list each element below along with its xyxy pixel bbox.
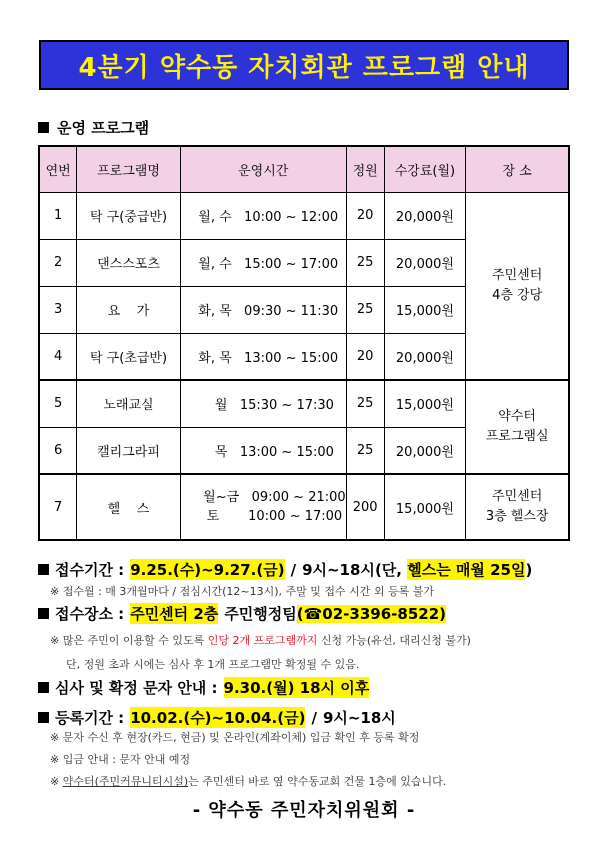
location-team: 주민행정팀 <box>224 605 297 623</box>
table-row <box>39 474 569 540</box>
cell-no: 5 <box>39 380 77 427</box>
reception-dates: 9.25.(수)~9.27.(금) <box>130 561 285 579</box>
location-label: 접수장소 : <box>55 605 125 623</box>
cell-place: 주민센터 3층 헬스장 <box>466 474 569 540</box>
cell-program: 탁 구(초급반) <box>77 333 180 380</box>
location-subnote-text: ※ 많은 주민이 이용할 수 있도록 <box>50 634 208 647</box>
review-label: 심사 및 확정 문자 안내 : <box>55 679 218 697</box>
registration-subnote-prefix: ※ <box>50 775 63 788</box>
header-place: 장 소 <box>466 146 569 192</box>
footer-signature: - 약수동 주민자치위원회 - <box>192 800 416 821</box>
cell-no: 2 <box>39 239 77 286</box>
cell-capacity: 25 <box>346 286 384 333</box>
reception-subnote: ※ 접수월 : 매 3개월마다 / 점심시간(12~13시), 주말 및 접수 시간 외 등록 불가 <box>50 585 435 598</box>
cell-program: 탁 구(중급반) <box>77 192 180 239</box>
table-row <box>39 380 569 427</box>
cell-fee: 15,000원 <box>384 380 466 427</box>
cell-program: 헬 스 <box>77 474 180 540</box>
location-subnote-2: 단, 정원 초과 시에는 심사 후 1개 프로그램만 확정될 수 있음. <box>66 658 360 671</box>
registration-subnote-3 <box>50 773 446 789</box>
cell-fee: 15,000원 <box>384 286 466 333</box>
cell-time: 월, 수 15:00 ~ 17:00 <box>180 239 346 286</box>
section-heading <box>38 117 149 138</box>
cell-no: 6 <box>39 427 77 474</box>
reception-label: 접수기간 : <box>55 561 125 579</box>
square-bullet-icon <box>38 122 49 133</box>
header-program: 프로그램명 <box>77 146 180 192</box>
review-line <box>38 677 369 698</box>
reception-note-highlight: 헬스는 매월 25일 <box>407 561 526 579</box>
table-row <box>39 192 569 239</box>
location-subnote-text: 신청 가능(유선, 대리신청 불가) <box>317 634 471 647</box>
reception-hours: 9시~18시 <box>302 561 375 579</box>
cell-time: 월~금 09:00 ~ 21:00 토 10:00 ~ 17:00 <box>180 474 346 540</box>
reception-line <box>38 559 532 580</box>
square-bullet-icon <box>38 712 49 723</box>
cell-place: 주민센터 4층 강당 <box>466 192 569 380</box>
cell-place: 약수터 프로그램실 <box>466 380 569 474</box>
cell-program: 캘리그라피 <box>77 427 180 474</box>
cell-fee: 20,000원 <box>384 239 466 286</box>
cell-time: 화, 목 09:30 ~ 11:30 <box>180 286 346 333</box>
location-line <box>38 603 446 624</box>
header-capacity: 정원 <box>346 146 384 192</box>
cell-time: 월 15:30 ~ 17:30 <box>180 380 346 427</box>
registration-subnote-underlined: 약수터(주민커뮤니티시설) <box>62 775 189 788</box>
cell-fee: 20,000원 <box>384 192 466 239</box>
reception-sep: / <box>290 560 297 579</box>
location-subnote-1 <box>50 632 471 648</box>
header-no: 연번 <box>39 146 77 192</box>
cell-program: 노래교실 <box>77 380 180 427</box>
section-title: 운영 프로그램 <box>57 119 150 137</box>
table-header-row <box>39 146 569 192</box>
cell-no: 3 <box>39 286 77 333</box>
registration-dates: 10.02.(수)~10.04.(금) <box>130 709 306 727</box>
location-place: 주민센터 2층 <box>130 605 219 623</box>
registration-sep: / <box>311 708 317 727</box>
cell-fee: 20,000원 <box>384 333 466 380</box>
review-date: 9.30.(월) 18시 이후 <box>223 679 370 697</box>
registration-subnote-2: ※ 입금 안내 : 문자 안내 예정 <box>50 753 191 766</box>
cell-no: 1 <box>39 192 77 239</box>
cell-program: 요 가 <box>77 286 180 333</box>
page-title: 4분기 약수동 자치회관 프로그램 안내 <box>78 52 530 83</box>
square-bullet-icon <box>38 564 49 575</box>
cell-capacity: 25 <box>346 380 384 427</box>
registration-hours: 9시~18시 <box>322 709 396 727</box>
cell-time: 월, 수 10:00 ~ 12:00 <box>180 192 346 239</box>
cell-fee: 20,000원 <box>384 427 466 474</box>
reception-note-close: ) <box>525 560 533 579</box>
header-fee: 수강료(월) <box>384 146 466 192</box>
registration-line <box>38 707 396 728</box>
cell-program: 댄스스포츠 <box>77 239 180 286</box>
title-banner <box>39 40 569 90</box>
registration-subnote-text: 는 주민센터 바로 옆 약수동교회 건물 1층에 있습니다. <box>188 775 447 788</box>
program-table <box>38 145 570 541</box>
cell-no: 4 <box>39 333 77 380</box>
cell-capacity: 25 <box>346 427 384 474</box>
cell-time: 목 13:00 ~ 15:00 <box>180 427 346 474</box>
cell-capacity: 200 <box>346 474 384 540</box>
cell-time: 화, 목 13:00 ~ 15:00 <box>180 333 346 380</box>
cell-no: 7 <box>39 474 77 540</box>
cell-capacity: 20 <box>346 192 384 239</box>
registration-label: 등록기간 : <box>55 709 125 727</box>
cell-capacity: 20 <box>346 333 384 380</box>
cell-fee: 15,000원 <box>384 474 466 540</box>
location-phone: (☎02-3396-8522) <box>296 604 446 623</box>
header-time: 운영시간 <box>180 146 346 192</box>
registration-subnote-1: ※ 문자 수신 후 현장(카드, 현금) 및 온라인(계좌이체) 입금 확인 후 등록 확정 <box>50 731 420 744</box>
square-bullet-icon <box>38 608 49 619</box>
location-subnote-red: 인당 2개 프로그램까지 <box>207 634 318 647</box>
reception-note-open: (단, <box>374 561 408 579</box>
square-bullet-icon <box>38 682 49 693</box>
cell-capacity: 25 <box>346 239 384 286</box>
